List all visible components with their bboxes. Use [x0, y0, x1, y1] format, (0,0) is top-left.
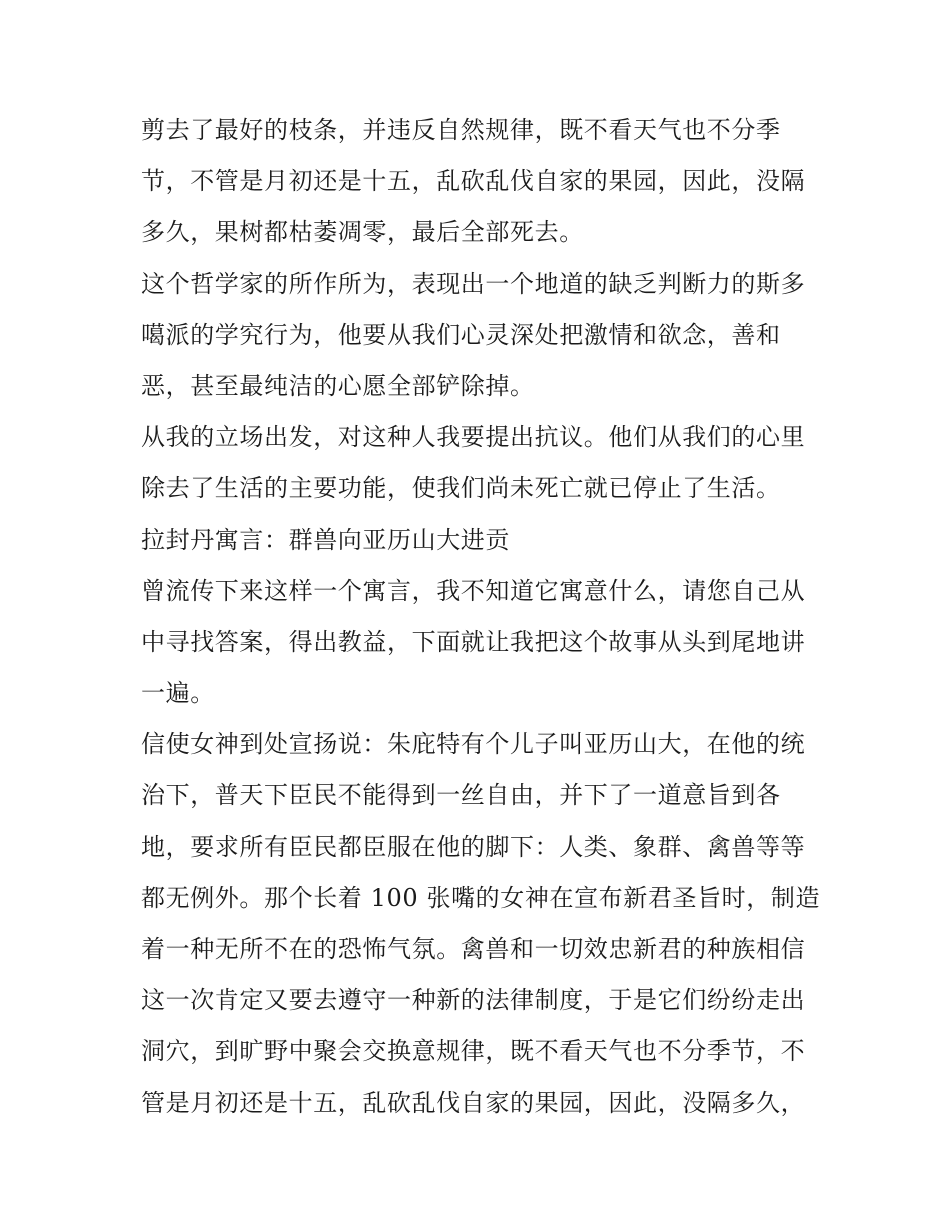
body-text [141, 105, 821, 1129]
text-line: 多久，果树都枯萎凋零，最后全部死去。 [141, 218, 584, 247]
text-line: 这一次肯定又要去遵守一种新的法律制度，于是它们纷纷走出 [141, 986, 806, 1015]
text-line: 曾流传下来这样一个寓言，我不知道它寓意什么，请您自己从 [141, 576, 806, 605]
section-heading: 拉封丹寓言：群兽向亚历山大进贡 [141, 525, 510, 554]
text-line: 剪去了最好的枝条，并违反自然规律，既不看天气也不分季 [141, 116, 781, 144]
text-line: 管是月初还是十五，乱砍乱伐自家的果园，因此，没隔多久， [141, 1088, 806, 1117]
text-line: 这个哲学家的所作所为，表现出一个地道的缺乏判断力的斯多 [141, 269, 806, 298]
text-line: 从我的立场出发，对这种人我要提出抗议。他们从我们的心里 [141, 423, 806, 452]
text-line: 都无例外。那个长着 100 张嘴的女神在宣布新君圣旨时，制造 [141, 883, 821, 912]
text-line: 治下，普天下臣民不能得到一丝自由，并下了一道意旨到各 [141, 781, 781, 810]
text-line: 着一种无所不在的恐怖气氛。禽兽和一切效忠新君的种族相信 [141, 935, 806, 963]
text-line: 洞穴，到旷野中聚会交换意规律，既不看天气也不分季节，不 [141, 1037, 806, 1066]
text-line: 信使女神到处宣扬说：朱庇特有个儿子叫亚历山大，在他的统 [141, 730, 806, 759]
text-line: 恶，甚至最纯洁的心愿全部铲除掉。 [141, 371, 535, 400]
text-line: 一遍。 [141, 679, 215, 708]
text-line: 噶派的学究行为，他要从我们心灵深处把激情和欲念，善和 [141, 320, 781, 349]
text-line: 节，不管是月初还是十五，乱砍乱伐自家的果园，因此，没隔 [141, 167, 806, 196]
text-line: 除去了生活的主要功能，使我们尚未死亡就已停止了生活。 [141, 474, 781, 503]
text-line: 地，要求所有臣民都臣服在他的脚下：人类、象群、禽兽等等 [141, 832, 806, 861]
text-line: 中寻找答案，得出教益，下面就让我把这个故事从头到尾地讲 [141, 627, 806, 656]
